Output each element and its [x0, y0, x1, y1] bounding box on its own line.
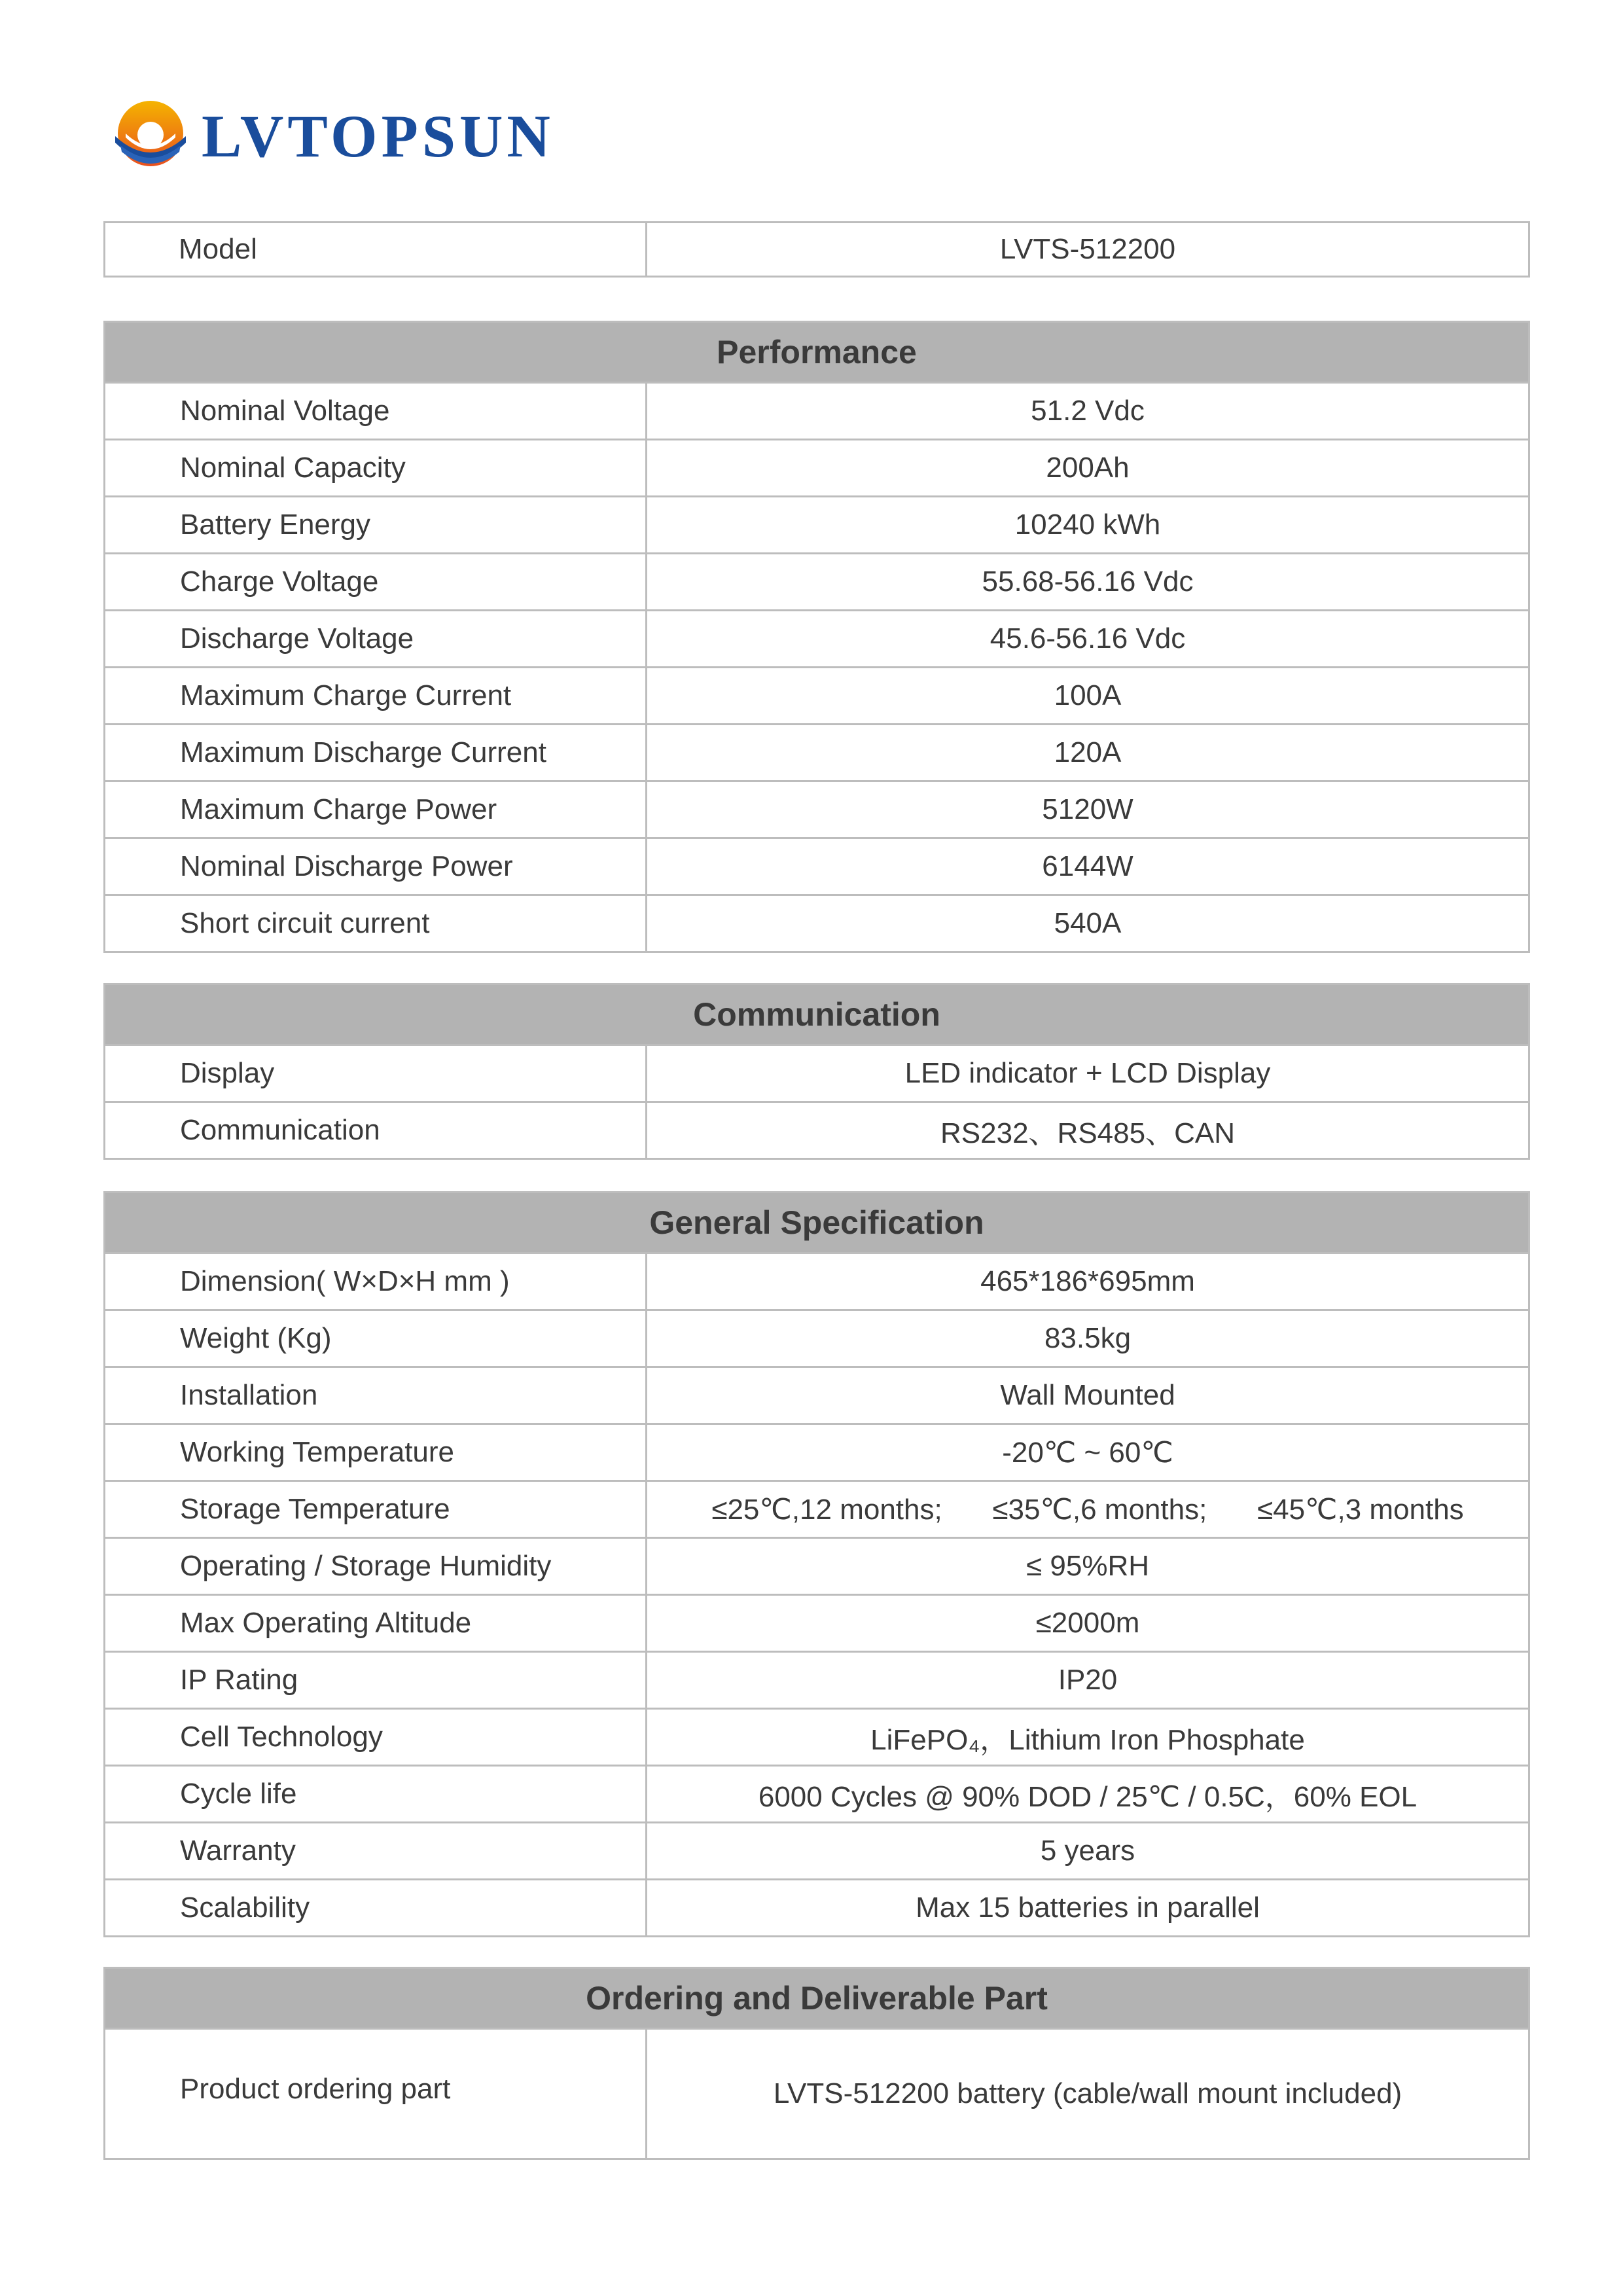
row-value: ≤ 95%RH — [1026, 1550, 1149, 1582]
row-label: Product ordering part — [105, 2030, 647, 2158]
row-label: Maximum Discharge Current — [105, 725, 647, 780]
row-label: Working Temperature — [105, 1425, 647, 1480]
storage-temp-3: ≤45℃,3 months — [1257, 1493, 1464, 1526]
row-value: 200Ah — [1046, 452, 1130, 484]
row-label: Dimension( W×D×H mm ) — [105, 1254, 647, 1309]
row-label: Discharge Voltage — [105, 611, 647, 666]
ordering-table — [103, 1967, 1530, 2160]
row-label: Nominal Voltage — [105, 384, 647, 439]
general-spec-table — [103, 1191, 1530, 1937]
row-label: Scalability — [105, 1880, 647, 1935]
row-value: 540A — [1054, 907, 1122, 939]
spec-row — [105, 1423, 1528, 1480]
spec-row — [105, 609, 1528, 666]
spec-row — [105, 1309, 1528, 1366]
storage-temp-2: ≤35℃,6 months; — [992, 1493, 1207, 1526]
row-value: 10240 kWh — [1014, 509, 1161, 541]
row-label: IP Rating — [105, 1653, 647, 1708]
spec-row — [105, 382, 1528, 439]
row-value: LVTS-512200 battery (cable/wall mount included) — [773, 2077, 1402, 2109]
row-label: Battery Energy — [105, 497, 647, 552]
row-value: 6000 Cycles @ 90% DOD / 25℃ / 0.5C，60% EOL — [758, 1781, 1418, 1813]
row-value: Wall Mounted — [1000, 1379, 1175, 1411]
row-value: 83.5kg — [1044, 1322, 1132, 1354]
row-label: Installation — [105, 1368, 647, 1423]
spec-row — [105, 1252, 1528, 1309]
storage-temp-1: ≤25℃,12 months; — [711, 1493, 942, 1526]
row-label: Short circuit current — [105, 896, 647, 951]
row-value: -20℃ ~ 60℃ — [1002, 1436, 1173, 1469]
row-value: ≤2000m — [1035, 1607, 1140, 1639]
spec-row — [105, 1594, 1528, 1651]
spec-row — [105, 1708, 1528, 1765]
section-header: Ordering and Deliverable Part — [105, 1969, 1528, 2028]
row-label: Maximum Charge Power — [105, 782, 647, 837]
section-header: Communication — [105, 985, 1528, 1044]
communication-table — [103, 983, 1530, 1160]
model-table — [103, 221, 1530, 278]
row-label: Warranty — [105, 1823, 647, 1878]
row-label: Communication — [105, 1103, 647, 1158]
spec-row — [105, 495, 1528, 552]
section-header: General Specification — [105, 1193, 1528, 1252]
row-label: Model — [105, 223, 647, 276]
spec-row — [105, 1480, 1528, 1537]
row-label: Operating / Storage Humidity — [105, 1539, 647, 1594]
row-value: 45.6-56.16 Vdc — [990, 622, 1186, 655]
spec-row — [105, 1366, 1528, 1423]
row-label: Nominal Discharge Power — [105, 839, 647, 894]
row-value: LVTS-512200 — [999, 233, 1176, 265]
brand-logo — [111, 97, 554, 175]
row-value: 55.68-56.16 Vdc — [982, 565, 1194, 598]
spec-row — [105, 552, 1528, 609]
spec-row — [105, 1765, 1528, 1821]
row-value: 5120W — [1042, 793, 1133, 825]
row-label: Display — [105, 1046, 647, 1101]
spec-row — [105, 2028, 1528, 2158]
spec-row — [105, 780, 1528, 837]
spec-row — [105, 1101, 1528, 1158]
row-label: Cell Technology — [105, 1710, 647, 1765]
spec-row — [105, 1878, 1528, 1935]
row-value: 465*186*695mm — [980, 1265, 1195, 1297]
row-value: 100A — [1054, 679, 1122, 711]
brand-name: LVTOPSUN — [202, 103, 554, 170]
row-value: Max 15 batteries in parallel — [916, 1892, 1260, 1924]
row-value: 5 years — [1040, 1835, 1135, 1867]
sun-wave-icon — [111, 97, 190, 175]
row-label: Weight (Kg) — [105, 1311, 647, 1366]
row-label: Storage Temperature — [105, 1482, 647, 1537]
spec-row — [105, 1537, 1528, 1594]
row-value: 51.2 Vdc — [1031, 395, 1145, 427]
row-label: Charge Voltage — [105, 554, 647, 609]
performance-table — [103, 321, 1530, 953]
row-value: LED indicator + LCD Display — [904, 1057, 1271, 1089]
spec-row — [105, 1044, 1528, 1101]
section-header: Performance — [105, 323, 1528, 382]
row-label: Cycle life — [105, 1767, 647, 1821]
row-value — [647, 1482, 1528, 1537]
row-label: Nominal Capacity — [105, 440, 647, 495]
spec-row — [105, 1821, 1528, 1878]
spec-row — [105, 894, 1528, 951]
row-value: LiFePO₄，Lithium Iron Phosphate — [870, 1724, 1305, 1756]
row-value: RS232、RS485、CAN — [940, 1117, 1235, 1149]
row-label: Maximum Charge Current — [105, 668, 647, 723]
model-row — [105, 223, 1528, 276]
spec-row — [105, 837, 1528, 894]
row-value: IP20 — [1058, 1664, 1118, 1696]
spec-row — [105, 1651, 1528, 1708]
spec-row — [105, 723, 1528, 780]
row-label: Max Operating Altitude — [105, 1596, 647, 1651]
row-value: 120A — [1054, 736, 1122, 768]
spec-row — [105, 666, 1528, 723]
row-value: 6144W — [1042, 850, 1133, 882]
spec-row — [105, 439, 1528, 495]
